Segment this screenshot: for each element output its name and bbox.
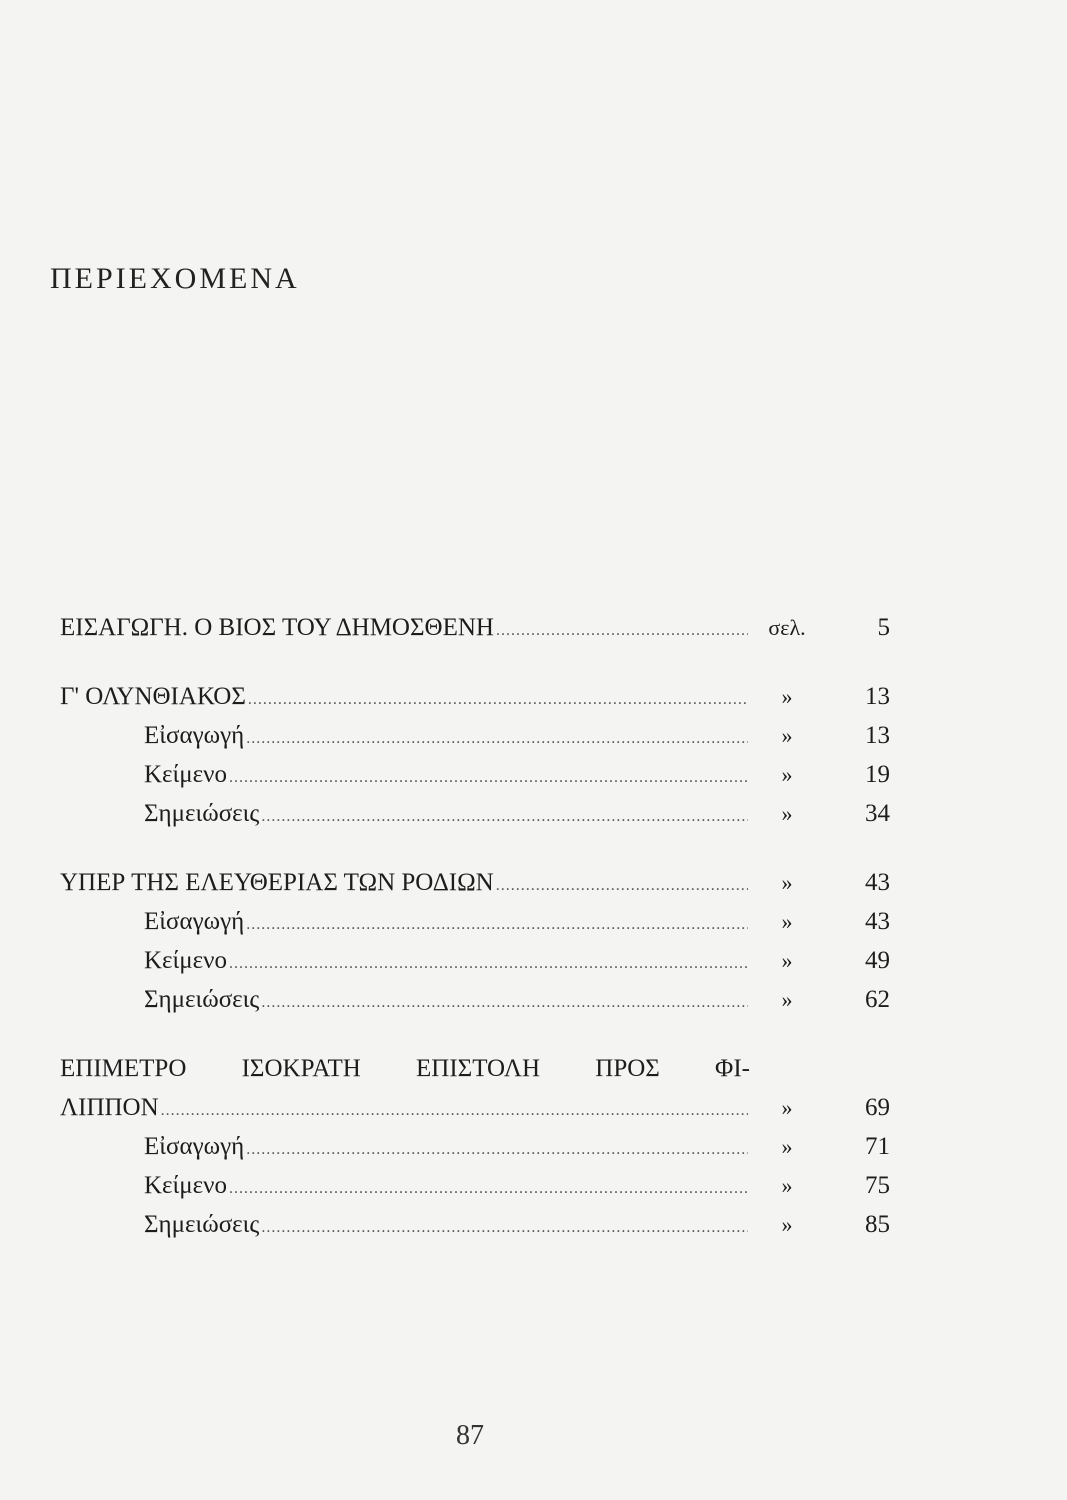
title-word: ΠΡΟΣ bbox=[595, 1055, 660, 1082]
entry-label: Σημειώσεις bbox=[144, 800, 260, 827]
page-folio-number: 87 bbox=[456, 1420, 484, 1451]
title-word: ΙΣΟΚΡΑΤΗ bbox=[241, 1055, 361, 1082]
page-marker: » bbox=[781, 948, 793, 973]
dot-leader bbox=[261, 983, 748, 1022]
page-number: 19 bbox=[865, 761, 890, 788]
page-number: 43 bbox=[865, 908, 890, 935]
toc-subentry bbox=[60, 1166, 890, 1205]
entry-label: ΥΠΕΡ ΤΗΣ ΕΛΕΥΘΕΡΙΑΣ ΤΩΝ ΡΟΔΙΩΝ bbox=[60, 869, 494, 896]
page-number: 43 bbox=[865, 869, 890, 896]
page-marker: » bbox=[781, 1134, 793, 1159]
page-number: 75 bbox=[865, 1172, 890, 1199]
toc-subentry bbox=[60, 794, 890, 833]
toc-section-appendix bbox=[60, 1049, 890, 1244]
toc-subentry bbox=[60, 1127, 890, 1166]
page-marker: » bbox=[781, 1173, 793, 1198]
dot-leader bbox=[229, 758, 748, 797]
page-number: 62 bbox=[865, 986, 890, 1013]
toc-subentry bbox=[60, 1205, 890, 1244]
toc-entry bbox=[60, 608, 890, 647]
entry-label: Κείμενο bbox=[144, 947, 227, 974]
toc-subentry bbox=[60, 941, 890, 980]
page-marker: » bbox=[781, 723, 793, 748]
page-marker: » bbox=[781, 870, 793, 895]
page-marker: » bbox=[781, 684, 793, 709]
dot-leader bbox=[246, 719, 748, 758]
toc-entry bbox=[60, 1088, 890, 1127]
dot-leader bbox=[161, 1091, 748, 1130]
page-marker: » bbox=[781, 909, 793, 934]
toc-intro bbox=[60, 608, 890, 647]
toc-subentry bbox=[60, 716, 890, 755]
toc-subentry bbox=[60, 902, 890, 941]
page-number: 13 bbox=[865, 683, 890, 710]
page-title: ΠΕΡΙΕΧΟΜΕΝΑ bbox=[50, 262, 300, 295]
title-word: ΦΙ- bbox=[715, 1055, 750, 1082]
dot-leader bbox=[496, 611, 748, 650]
entry-label: Κείμενο bbox=[144, 761, 227, 788]
entry-label: ΕΙΣΑΓΩΓΗ. Ο ΒΙΟΣ ΤΟΥ ΔΗΜΟΣΘΕΝΗ bbox=[60, 614, 494, 641]
toc-section-rhodians bbox=[60, 863, 890, 1019]
entry-label: Εἰσαγωγή bbox=[144, 1133, 245, 1160]
entry-label: Κείμενο bbox=[144, 1172, 227, 1199]
toc-subentry bbox=[60, 980, 890, 1019]
page-marker: » bbox=[781, 1095, 793, 1120]
title-word: ΕΠΙΣΤΟΛΗ bbox=[416, 1055, 541, 1082]
page-marker: » bbox=[781, 1212, 793, 1237]
page-number: 85 bbox=[865, 1211, 890, 1238]
table-of-contents bbox=[60, 608, 890, 1274]
dot-leader bbox=[261, 1208, 748, 1247]
page-number: 34 bbox=[865, 800, 890, 827]
page-number: 71 bbox=[865, 1133, 890, 1160]
entry-label: Εἰσαγωγή bbox=[144, 722, 245, 749]
toc-entry-title-line bbox=[60, 1049, 750, 1088]
dot-leader bbox=[496, 866, 748, 905]
entry-label: Γ' ΟΛΥΝΘΙΑΚΟΣ bbox=[60, 683, 246, 710]
dot-leader bbox=[261, 797, 748, 836]
toc-entry bbox=[60, 863, 890, 902]
entry-label: Σημειώσεις bbox=[144, 986, 260, 1013]
dot-leader bbox=[248, 680, 748, 719]
page-marker: » bbox=[781, 987, 793, 1012]
page-marker: » bbox=[781, 801, 793, 826]
dot-leader bbox=[246, 1130, 748, 1169]
dot-leader bbox=[246, 905, 748, 944]
toc-entry bbox=[60, 677, 890, 716]
dot-leader bbox=[229, 944, 748, 983]
page-number: 49 bbox=[865, 947, 890, 974]
toc-section-olynthiac bbox=[60, 677, 890, 833]
page-number: 69 bbox=[865, 1094, 890, 1121]
entry-label: ΛΙΠΠΟΝ bbox=[60, 1094, 159, 1121]
page-number: 13 bbox=[865, 722, 890, 749]
entry-label: Σημειώσεις bbox=[144, 1211, 260, 1238]
page-marker: σελ. bbox=[768, 615, 806, 640]
entry-label: Εἰσαγωγή bbox=[144, 908, 245, 935]
toc-subentry bbox=[60, 755, 890, 794]
page-number: 5 bbox=[877, 614, 890, 641]
dot-leader bbox=[229, 1169, 748, 1208]
title-word: ΕΠΙΜΕΤΡΟ bbox=[60, 1055, 187, 1082]
page-marker: » bbox=[781, 762, 793, 787]
